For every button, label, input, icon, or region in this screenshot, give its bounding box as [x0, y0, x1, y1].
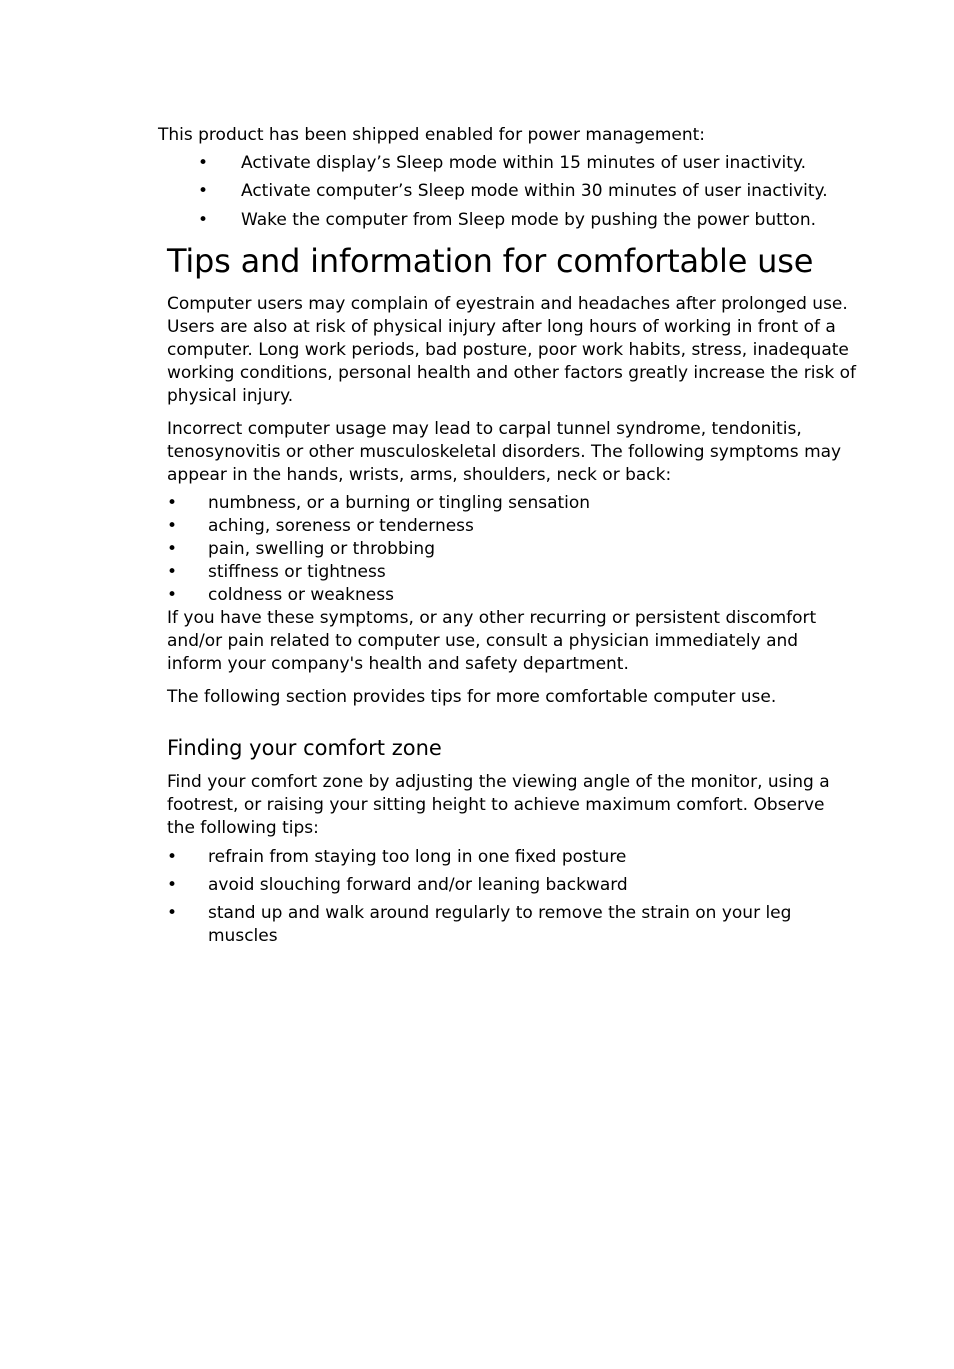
section-heading: Finding your comfort zone: [167, 736, 442, 760]
list-item: [167, 902, 857, 948]
list-item: [167, 561, 857, 584]
paragraph-comfort: Find your comfort zone by adjusting the viewing angle of the monitor, using a footrest, or raising your sitting height to achieve maximum comfort. Observe the following tips:: [167, 772, 830, 838]
paragraph-following: The following section provides tips for more comfortable computer use.: [167, 687, 777, 707]
list-item-text: stand up and walk around regularly to remove the strain on your leg muscles: [208, 903, 792, 946]
list-item-text: Activate computer’s Sleep mode within 30 minutes of user inactivity.: [241, 181, 828, 201]
list-item-text: avoid slouching forward and/or leaning backward: [208, 875, 628, 895]
bullet-icon: •: [167, 562, 178, 582]
list-item-text: Wake the computer from Sleep mode by pushing the power button.: [241, 210, 817, 230]
list-item-text: Activate display’s Sleep mode within 15 minutes of user inactivity.: [241, 153, 806, 173]
bullet-icon: •: [167, 847, 178, 867]
list-item-text: aching, soreness or tenderness: [208, 516, 474, 536]
list-item: [167, 846, 857, 869]
bullet-icon: •: [167, 585, 178, 605]
bullet-icon: •: [167, 875, 178, 895]
paragraph-symptoms: Incorrect computer usage may lead to carpal tunnel syndrome, tendonitis, tenosynovitis or other musculoskeletal disorders. The following symptoms may appear in the hands, wrists, arms, shoulders, neck or back:: [167, 419, 842, 485]
bullet-icon: •: [167, 539, 178, 559]
list-item: [167, 515, 857, 538]
bullet-icon: •: [167, 493, 178, 513]
list-item-text: numbness, or a burning or tingling sensation: [208, 493, 591, 513]
list-item-text: stiffness or tightness: [208, 562, 386, 582]
bullet-icon: •: [198, 181, 209, 201]
list-item: [167, 584, 857, 607]
bullet-icon: •: [167, 516, 178, 536]
list-item-text: coldness or weakness: [208, 585, 394, 605]
bullet-icon: •: [198, 153, 209, 173]
list-item: [167, 874, 857, 897]
page-title: Tips and information for comfortable use: [167, 242, 814, 280]
paragraph-intro: Computer users may complain of eyestrain and headaches after prolonged use. Users are also at risk of physical injury after long hours of working in front of a computer. Long work periods, bad posture, poor work habits, stress, inadequate working conditions, personal health and other factors greatly increase the risk of physical injury.: [167, 294, 856, 406]
list-item-text: pain, swelling or throbbing: [208, 539, 435, 559]
list-item: [167, 538, 857, 561]
bullet-icon: •: [198, 210, 209, 230]
list-item-text: refrain from staying too long in one fixed posture: [208, 847, 627, 867]
power-management-intro: This product has been shipped enabled for power management:: [158, 125, 706, 145]
bullet-icon: •: [167, 903, 178, 923]
main-content: [167, 240, 857, 953]
comfort-tips-list: [167, 846, 857, 948]
list-item: [167, 492, 857, 515]
paragraph-consult: If you have these symptoms, or any other recurring or persistent discomfort and/or pain related to computer use, consult a physician immediately and inform your company's health and safety department.: [167, 608, 817, 674]
symptoms-list: [167, 492, 857, 607]
